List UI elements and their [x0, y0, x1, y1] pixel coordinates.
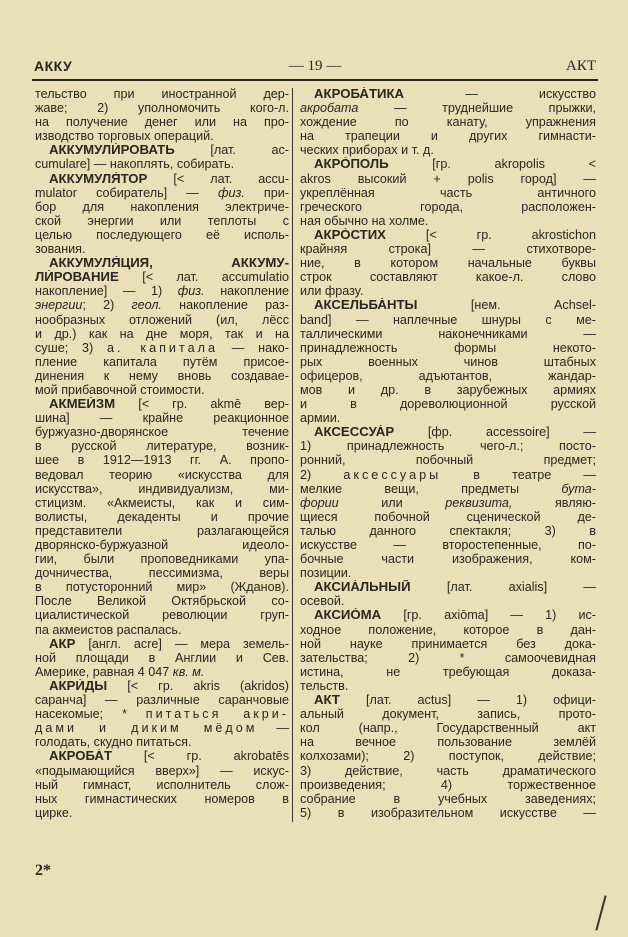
entry-text: ской энергии или теплоты с — [35, 213, 289, 228]
entry-text: позиции. — [300, 566, 352, 581]
right-column — [300, 87, 596, 820]
text-line — [35, 313, 289, 327]
entry-text: mulator собиратель] — — [35, 185, 218, 200]
text-line — [35, 87, 289, 101]
text-line — [35, 383, 289, 397]
text-line — [300, 637, 596, 651]
entry-text: мов и др. в зарубежных армиях — [300, 382, 596, 397]
text-line — [35, 538, 289, 552]
text-line — [35, 679, 289, 693]
text-line — [35, 397, 289, 411]
entry-text: цирке. — [35, 805, 73, 820]
text-line — [35, 327, 289, 341]
text-line — [300, 355, 596, 369]
entry-text: 3) действие, часть драматического — [300, 763, 596, 778]
entry-text: офицеров, адъютантов, жандар- — [300, 368, 596, 383]
column-divider — [292, 88, 293, 822]
dictionary-entry — [35, 397, 289, 637]
text-line — [35, 778, 289, 792]
entry-text: истина, не требующая доказа- — [300, 664, 596, 679]
text-line — [300, 242, 596, 256]
text-line — [300, 327, 596, 341]
signature-mark: 2* — [35, 862, 51, 879]
entry-text: [< лат. accu- — [147, 171, 289, 186]
text-line — [35, 453, 289, 467]
entry-text: зования. — [35, 242, 86, 257]
text-line — [300, 608, 596, 622]
entry-text: собрание в учебных заведениях; — [300, 791, 596, 806]
headword: АКСЕЛЬБА́НТЫ — [314, 298, 418, 313]
entry-text: физ. — [177, 284, 205, 299]
entry-text: или фразу. — [300, 284, 364, 299]
dictionary-entry — [35, 679, 289, 749]
entry-text: дами и диким мёдом — [35, 721, 258, 736]
text-line — [35, 735, 289, 749]
text-line — [300, 778, 596, 792]
text-line — [35, 425, 289, 439]
text-line — [35, 270, 289, 284]
text-line — [300, 721, 596, 735]
text-line — [300, 468, 596, 482]
text-line — [35, 186, 289, 200]
text-line — [35, 637, 289, 651]
entry-text: ческих приборах и т. д. — [300, 143, 434, 158]
headword: АКР — [49, 636, 76, 651]
entry-text: пление капитала путём присое- — [35, 354, 289, 369]
entry-text: колхозами); 2) поступок, действие; — [300, 749, 596, 764]
text-line — [300, 313, 596, 327]
text-line — [300, 284, 596, 298]
entry-text: принадлежность формы некото- — [300, 340, 596, 355]
entry-text: на вечное пользование землёй — [300, 735, 596, 750]
text-line — [300, 806, 596, 820]
entry-text: осевой. — [300, 594, 345, 609]
entry-text: — нако- — [217, 340, 289, 355]
entry-text: аксессуары — [343, 467, 442, 482]
text-line — [35, 792, 289, 806]
text-line — [35, 355, 289, 369]
entry-text: насекомые; * — [35, 707, 146, 722]
entry-text: кол (напр., Государственный акт — [300, 721, 596, 736]
text-line — [35, 693, 289, 707]
entry-text: в русской литературе, возник- — [35, 439, 289, 454]
entry-text: армии. — [300, 411, 341, 426]
text-line — [35, 665, 289, 679]
text-line — [300, 439, 596, 453]
headword: АКРИ́ДЫ — [49, 678, 108, 693]
text-line — [300, 200, 596, 214]
entry-text: мой прибавочной стоимости. — [35, 382, 205, 397]
entry-text: в потусторонний мир» (Жданов). — [35, 580, 289, 595]
headword: АКРО́СТИХ — [314, 227, 386, 242]
entry-text: [англ. acre] — мера земель- — [75, 636, 289, 651]
text-line — [35, 341, 289, 355]
text-line — [35, 256, 289, 270]
entry-text: гии, были проповедниками упа- — [35, 552, 289, 567]
text-line — [35, 510, 289, 524]
headword: АКРОБА́Т — [49, 749, 113, 764]
left-column — [35, 87, 289, 820]
entry-text: волисты, декаденты и прочие — [35, 509, 289, 524]
entry-text: дочничества, пессимизма, веры — [35, 566, 289, 581]
entry-text: После Великой Октябрьской со- — [35, 594, 289, 609]
entry-text: крайняя строка] — стихотворе- — [300, 242, 596, 257]
text-line — [35, 101, 289, 115]
dictionary-entry — [300, 580, 596, 608]
entry-text: 5) в изобразительном искусстве — — [300, 805, 596, 820]
text-line — [300, 87, 596, 101]
entry-text: накопление раз- — [161, 298, 289, 313]
entry-text: саранча] — различные саранчовые — [35, 693, 289, 708]
text-line — [300, 749, 596, 763]
entry-text: па акмеистов распалась. — [35, 622, 182, 637]
dictionary-entry — [35, 87, 289, 143]
entry-text: кв. м. — [172, 664, 205, 679]
entry-text: — труднейшие прыжки, — [358, 101, 596, 116]
text-line — [35, 439, 289, 453]
entry-text: ных гимнастических номеров в — [35, 791, 289, 806]
dictionary-entry — [35, 256, 289, 397]
text-line — [35, 707, 289, 721]
text-line — [35, 242, 289, 256]
entry-text: динения к нему вновь создавае- — [35, 368, 289, 383]
entry-text: band] — наплечные шнуры с ме- — [300, 312, 596, 327]
entry-text: [лат. axialis] — — [410, 580, 596, 595]
text-line — [35, 721, 289, 735]
text-line — [300, 792, 596, 806]
entry-text: изводство торговых операций. — [35, 129, 214, 144]
entry-text: и др.) как на дне моря, так и на — [35, 326, 289, 341]
dictionary-entry — [300, 608, 596, 693]
entry-text: ходное положение, которое в дан- — [300, 622, 596, 637]
entry-text: [нем. Achsel- — [417, 298, 596, 313]
text-line — [300, 735, 596, 749]
entry-text: рых военных чинов штабных — [300, 354, 596, 369]
entry-text: при- — [244, 185, 289, 200]
entry-text: бута- — [561, 481, 596, 496]
entry-text: буржуазно-дворянское течение — [35, 425, 289, 440]
text-line — [35, 411, 289, 425]
headword: АКМЕИ́ЗМ — [49, 397, 116, 412]
text-line — [35, 115, 289, 129]
entry-text: cumulare] — накоплять, собирать. — [35, 157, 235, 172]
text-line — [300, 270, 596, 284]
entry-text: представители разлагающейся — [35, 523, 289, 538]
entry-text: шее в 1912—1913 гг. А. пропо- — [35, 453, 289, 468]
text-line — [300, 707, 596, 721]
entry-text: таллическими наконечниками — — [300, 326, 596, 341]
text-line — [300, 651, 596, 665]
text-line — [35, 482, 289, 496]
text-line — [300, 665, 596, 679]
text-line — [35, 623, 289, 637]
text-line — [300, 552, 596, 566]
dictionary-entry — [300, 693, 596, 820]
dictionary-entry — [300, 425, 596, 580]
entry-text: ная обычно на холме. — [300, 213, 429, 228]
text-line — [35, 806, 289, 820]
text-line — [300, 510, 596, 524]
text-line — [35, 284, 289, 298]
entry-text: [гр. axiōma] — 1) ис- — [381, 608, 596, 623]
entry-text: [фр. accessoire] — — [394, 425, 596, 440]
text-line — [300, 693, 596, 707]
text-line — [300, 256, 596, 270]
text-line — [35, 172, 289, 186]
text-line — [35, 524, 289, 538]
text-line — [35, 580, 289, 594]
entry-text: накопление] — 1) — [35, 284, 178, 299]
entry-text: [лат. ac- — [174, 143, 289, 158]
text-line — [300, 341, 596, 355]
text-line — [300, 383, 596, 397]
text-line — [35, 496, 289, 510]
headword: АКРОБА́ТИКА — [314, 87, 405, 101]
text-line — [35, 594, 289, 608]
text-line — [300, 425, 596, 439]
headword: АКСИО́МА — [314, 608, 382, 623]
entry-text: ной площади в Англии и Сев. — [35, 650, 289, 665]
entry-text: [< лат. accumulatio — [118, 270, 289, 285]
dictionary-entry — [35, 143, 289, 171]
text-line — [35, 369, 289, 383]
entry-text: нообразных отложений (ил, лёсс — [35, 312, 289, 327]
headword: АКТ — [314, 693, 340, 708]
headword: ЛИ́РОВАНИЕ — [35, 270, 119, 285]
dictionary-entry — [300, 298, 596, 425]
page-number: — 19 — — [288, 58, 342, 74]
entry-text: [< гр. akris (akridos) — [107, 678, 289, 693]
entry-text: шина] — крайне реакционное — [35, 411, 289, 426]
dictionary-entry — [300, 87, 596, 157]
entry-text: голодать, скудно питаться. — [35, 735, 192, 750]
text-line — [300, 143, 596, 157]
entry-text: произведения; 4) торжественное — [300, 777, 596, 792]
text-line — [300, 679, 596, 693]
text-line — [300, 129, 596, 143]
text-line — [35, 764, 289, 778]
entry-text: накопление — [204, 284, 289, 299]
entry-text: щиеся побочной сценической де- — [300, 509, 596, 524]
text-line — [35, 608, 289, 622]
entry-text: на получение денег или на про- — [35, 115, 289, 130]
entry-text: бор для накопления электриче- — [35, 199, 289, 214]
entry-text: ; 2) — [82, 298, 132, 313]
entry-text: строк составляют какое-л. слово — [300, 270, 596, 285]
entry-text: греческого города, расположен- — [300, 199, 596, 214]
header-guide-word-right: АКТ — [566, 58, 596, 74]
entry-text: зательства; 2) * самоочевидная — [300, 650, 596, 665]
text-line — [35, 552, 289, 566]
headword: АККУМУЛЯ́ТОР — [49, 171, 148, 186]
text-line — [300, 524, 596, 538]
headword: АККУМУЛИ́РОВАТЬ — [49, 143, 175, 158]
dictionary-entry — [300, 157, 596, 227]
header-rule — [32, 79, 598, 81]
text-line — [35, 566, 289, 580]
text-line — [300, 115, 596, 129]
entry-text: акробата — [300, 101, 359, 116]
text-line — [300, 566, 596, 580]
entry-text: ние, в котором начальные буквы — [300, 256, 596, 271]
entry-text: Америке, равная 4 047 — [35, 664, 173, 679]
entry-text: мелкие вещи, предметы — [300, 481, 562, 496]
entry-text: ный гимнаст, исполнитель слож- — [35, 777, 289, 792]
entry-text: а. капитала — [107, 340, 218, 355]
entry-text: в театре — — [441, 467, 596, 482]
text-line — [35, 228, 289, 242]
pencil-mark — [595, 895, 606, 930]
running-header — [34, 58, 596, 78]
entry-text: геол. — [131, 298, 162, 313]
entry-text: 1) принадлежность чего-л.; посто- — [300, 439, 596, 454]
entry-text: — — [257, 721, 289, 736]
text-line — [300, 298, 596, 312]
text-line — [300, 580, 596, 594]
entry-text: целью последующего её исполь- — [35, 227, 289, 242]
dictionary-entry — [35, 637, 289, 679]
entry-text: «подымающийся вверх»] — искус- — [35, 763, 289, 778]
text-line — [300, 228, 596, 242]
text-line — [35, 749, 289, 763]
text-line — [300, 369, 596, 383]
entry-text: искусства», индивидуализм, ми- — [35, 481, 289, 496]
text-line — [300, 172, 596, 186]
entry-text: являю- — [512, 495, 596, 510]
entry-text: дворянско-буржуазной идеоло- — [35, 538, 289, 552]
entry-text: ведовал теорию «искусства для — [35, 467, 289, 482]
headword: АКРО́ПОЛЬ — [314, 157, 389, 172]
entry-text: [< гр. akrobatēs — [112, 749, 289, 764]
entry-text: ной науке принимается без дока- — [300, 636, 596, 651]
entry-text: физ. — [217, 185, 245, 200]
text-line — [35, 468, 289, 482]
dictionary-entry — [35, 172, 289, 257]
text-line — [300, 214, 596, 228]
text-line — [35, 298, 289, 312]
entry-text: альный документ, запись, прото- — [300, 707, 596, 722]
entry-text: талью данного спектакля; 3) в — [300, 523, 596, 538]
entry-text: или — [338, 495, 446, 510]
entry-text: циалистической революции груп- — [35, 608, 289, 623]
text-line — [35, 157, 289, 171]
text-line — [35, 143, 289, 157]
entry-text: питаться акри- — [145, 707, 289, 722]
entry-text: на трапеции и других гимнасти- — [300, 129, 596, 144]
entry-text: и в дореволюционной русской — [300, 397, 596, 412]
text-line — [300, 594, 596, 608]
entry-text: энергии — [35, 298, 83, 313]
entry-text: тельство при иностранной дер- — [35, 87, 289, 101]
entry-text: ронний, побочный предмет; — [300, 453, 596, 468]
entry-text: жаве; 2) уполномочить кого-л. — [35, 101, 289, 116]
entry-text: реквизита, — [445, 495, 513, 510]
text-line — [300, 496, 596, 510]
text-line — [300, 453, 596, 467]
entry-text: суше; 3) — [35, 340, 108, 355]
entry-text: хождение по канату, упражнения — [300, 115, 596, 130]
entry-text: [гр. akropolis < — [388, 157, 596, 172]
dictionary-entry — [35, 749, 289, 819]
entry-text: [< гр. akrostichon — [385, 227, 596, 242]
text-line — [300, 101, 596, 115]
text-line — [300, 538, 596, 552]
entry-text: 2) — [300, 467, 344, 482]
dictionary-entry — [300, 228, 596, 298]
entry-text: — искусство — [404, 87, 596, 101]
text-line — [300, 623, 596, 637]
entry-text: стицизм. «Акмеисты, как и сим- — [35, 495, 289, 510]
text-line — [35, 214, 289, 228]
text-line — [35, 651, 289, 665]
entry-text: искусстве — второстепенные, по- — [300, 538, 596, 552]
entry-text: [< гр. akmē вер- — [115, 397, 289, 412]
text-line — [35, 200, 289, 214]
entry-text: бочные части изображения, ком- — [300, 552, 596, 567]
entry-text: укреплённая часть античного — [300, 185, 596, 200]
text-line — [35, 129, 289, 143]
headword: АККУМУЛЯ́ЦИЯ, АККУМУ- — [49, 256, 289, 271]
text-line — [300, 482, 596, 496]
text-line — [300, 186, 596, 200]
text-line — [300, 764, 596, 778]
header-guide-word-left: АККУ — [34, 58, 73, 74]
text-line — [300, 157, 596, 171]
text-line — [300, 397, 596, 411]
entry-text: akros высокий + polis город] — — [300, 171, 596, 186]
entry-text: фории — [300, 495, 339, 510]
headword: АКСИА́ЛЬНЫЙ — [314, 580, 411, 595]
headword: АКСЕССУА́Р — [314, 425, 395, 440]
text-line — [300, 411, 596, 425]
entry-text: [лат. actus] — 1) офици- — [339, 693, 596, 708]
entry-text: тельств. — [300, 678, 349, 693]
